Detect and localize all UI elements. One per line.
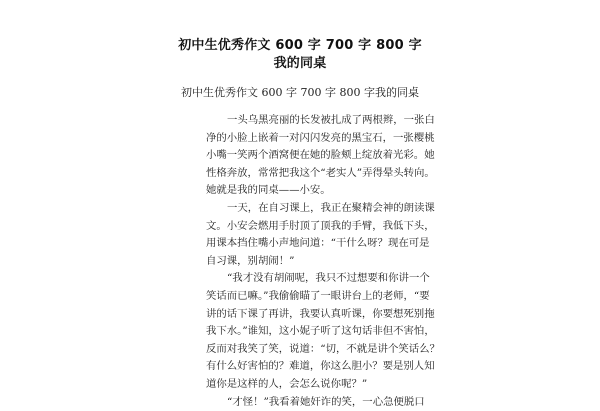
essay-body	[206, 112, 400, 411]
essay-line: 她就是我的同桌——小安。	[206, 182, 400, 200]
essay-line: 道你是这样的人，会怎么说你呢？”	[206, 376, 400, 394]
essay-line: 小嘴一笑两个酒窝便在她的脸颊上绽放着光彩。她	[206, 147, 400, 165]
essay-line: 性格奔放，常常把我这个“老实人”弄得晕头转向。	[206, 165, 400, 183]
essay-line: 有什么好害怕的？难道，你这么胆小？要是别人知	[206, 358, 400, 376]
essay-line: 讲的话下课了再讲，我要认真听课，你要想死别拖	[206, 306, 400, 324]
essay-line: 反而对我笑了笑，说道：“切，不就是讲个笑话么？	[206, 341, 400, 359]
document-subtitle: 初中生优秀作文 600 字 700 字 800 字我的同桌	[0, 84, 600, 100]
essay-line: “才怪！”我看着她奸诈的笑，一心急便脱口	[206, 394, 400, 411]
essay-line: 净的小脸上嵌着一对闪闪发亮的黑宝石，一张樱桃	[206, 130, 400, 148]
essay-line: 一头乌黑亮丽的长发被扎成了两根辫，一张白	[206, 112, 400, 130]
essay-line: 一天，在自习课上，我正在聚精会神的朗读课	[206, 200, 400, 218]
essay-line: 自习课，别胡闹！”	[206, 253, 400, 271]
essay-line: 我下水。”谁知，这小妮子听了这句话非但不害怕，	[206, 323, 400, 341]
essay-line: 用课本挡住嘴小声地问道：“干什么呀？现在可是	[206, 235, 400, 253]
essay-line: 文。小安会燃用手肘顶了顶我的手臂，我低下头，	[206, 218, 400, 236]
essay-line: “我才没有胡闹呢，我只不过想要和你讲一个	[206, 270, 400, 288]
essay-line: 笑话而已嘛。”我偷偷瞄了一眼讲台上的老师，“要	[206, 288, 400, 306]
document-title-line-1: 初中生优秀作文 600 字 700 字 800 字	[0, 34, 600, 53]
document-title-line-2: 我的同桌	[0, 52, 600, 71]
